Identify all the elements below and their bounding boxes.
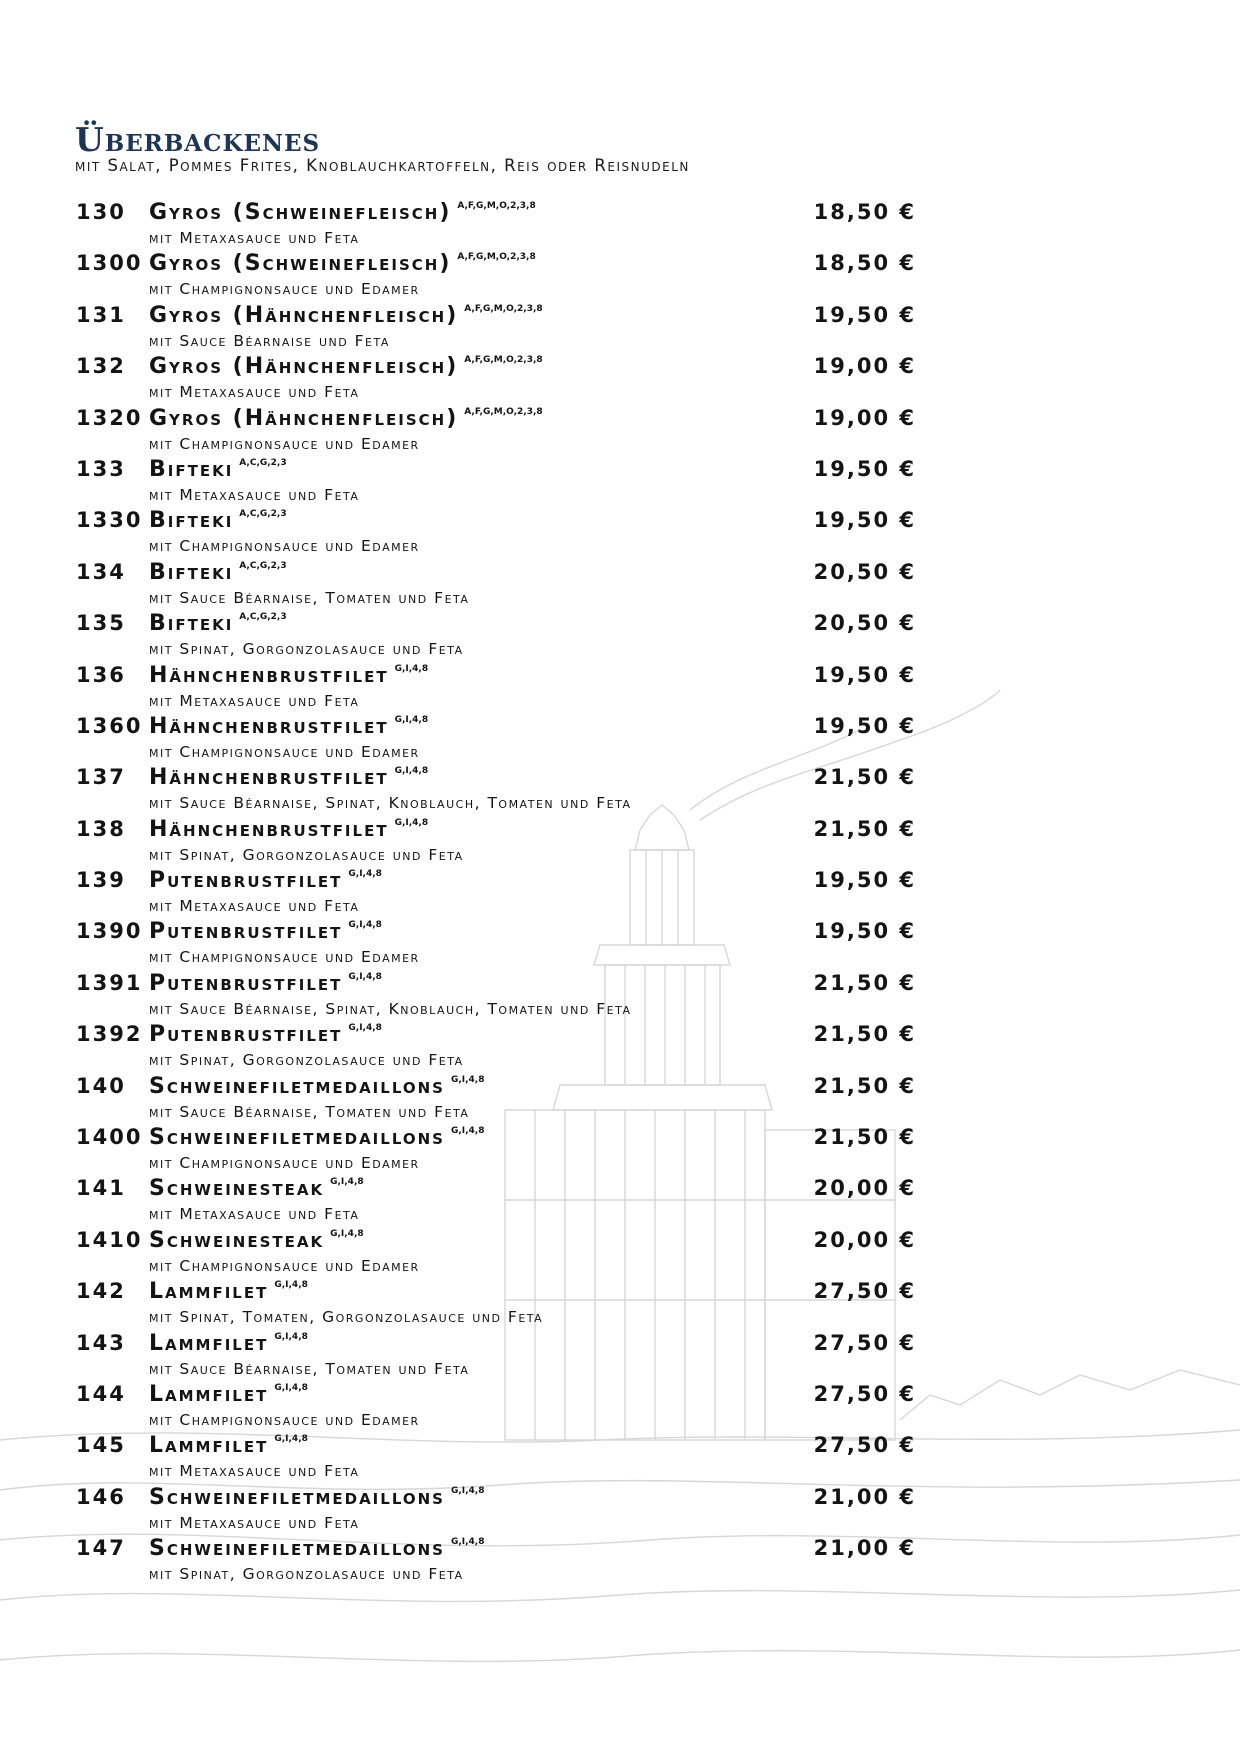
item-name-text: Lammfilet — [149, 1381, 269, 1407]
item-name — [149, 611, 287, 636]
item-name-text: Schweinefiletmedaillons — [149, 1125, 445, 1151]
item-number: 1300 — [76, 251, 143, 276]
item-allergens: G,I,4,8 — [450, 1485, 485, 1496]
item-allergens: A,F,G,M,O,2,3,8 — [464, 355, 543, 366]
menu-item — [76, 1381, 916, 1432]
item-name-text: Putenbrustfilet — [149, 1022, 343, 1048]
item-allergens: G,I,4,8 — [394, 663, 429, 674]
item-allergens: G,I,4,8 — [274, 1434, 308, 1445]
item-description: mit Spinat, Gorgonzolasauce und Feta — [149, 640, 464, 659]
item-price: 19,50 € — [813, 456, 916, 481]
item-price: 21,50 € — [813, 765, 916, 790]
item-allergens: G,I,4,8 — [450, 1126, 485, 1137]
menu-item — [76, 1484, 916, 1535]
menu-item — [76, 250, 916, 301]
item-allergens: A,F,G,M,O,2,3,8 — [457, 252, 536, 263]
item-allergens: G,I,4,8 — [330, 1177, 364, 1188]
item-number: 130 — [76, 200, 126, 224]
item-price: 21,00 € — [813, 1536, 916, 1561]
item-price: 19,50 € — [813, 868, 916, 893]
item-name — [149, 868, 382, 893]
menu-item — [76, 199, 916, 250]
item-description: mit Sauce Béarnaise, Tomaten und Feta — [149, 588, 470, 607]
item-price: 20,00 € — [813, 1227, 916, 1252]
item-name — [149, 765, 428, 790]
item-name-text: Hähnchenbrustfilet — [149, 816, 389, 842]
item-description: mit Sauce Béarnaise, Spinat, Knoblauch, Tomaten und Feta — [149, 999, 632, 1018]
item-number: 1392 — [76, 1022, 143, 1047]
item-description: mit Metaxasauce und Feta — [149, 229, 360, 247]
item-name-text: Hähnchenbrustfilet — [149, 765, 389, 791]
item-name-text: Schweinesteak — [149, 1176, 325, 1202]
item-number: 1391 — [76, 970, 143, 995]
item-allergens: G,I,4,8 — [394, 766, 429, 777]
menu-item — [76, 713, 916, 764]
item-description: mit Metaxasauce und Feta — [149, 1513, 360, 1532]
item-name-text: Lammfilet — [149, 1433, 269, 1459]
item-name — [149, 1228, 364, 1253]
item-name — [149, 1176, 364, 1201]
item-price: 27,50 € — [813, 1279, 916, 1304]
item-allergens: A,F,G,M,O,2,3,8 — [464, 406, 543, 417]
menu-item — [76, 302, 916, 353]
menu-item — [76, 816, 916, 867]
menu-item — [76, 1073, 916, 1124]
item-allergens: G,I,4,8 — [348, 920, 382, 931]
item-description: mit Sauce Béarnaise und Feta — [149, 331, 390, 350]
item-price: 27,50 € — [813, 1381, 916, 1406]
item-allergens: G,I,4,8 — [274, 1382, 308, 1393]
item-name-text: Lammfilet — [149, 1330, 269, 1356]
item-price: 21,00 € — [813, 1484, 916, 1509]
item-number: 141 — [76, 1176, 126, 1201]
item-name-text: Gyros (Hähnchenfleisch) — [149, 354, 459, 380]
item-description: mit Champignonsauce und Edamer — [149, 1410, 420, 1429]
item-name-text: Gyros (Hähnchenfleisch) — [149, 405, 459, 431]
item-price: 19,50 € — [813, 713, 916, 738]
item-number: 1360 — [76, 713, 143, 738]
item-number: 1410 — [76, 1227, 143, 1252]
item-description: mit Spinat, Gorgonzolasauce und Feta — [149, 845, 464, 864]
item-allergens: G,I,4,8 — [330, 1228, 364, 1239]
item-name-text: Gyros (Hähnchenfleisch) — [149, 302, 459, 328]
item-allergens: A,F,G,M,O,2,3,8 — [464, 303, 543, 314]
section-subtitle: mit Salat, Pommes Frites, Knoblauchkartoffeln, Reis oder Reisnudeln — [75, 156, 690, 175]
item-description: mit Spinat, Gorgonzolasauce und Feta — [149, 1565, 464, 1584]
item-allergens: G,I,4,8 — [274, 1280, 308, 1291]
item-allergens: G,I,4,8 — [394, 817, 429, 828]
item-allergens: G,I,4,8 — [450, 1537, 485, 1548]
item-name — [149, 1536, 484, 1561]
item-allergens: A,C,G,2,3 — [239, 560, 287, 571]
item-price: 21,50 € — [813, 816, 916, 841]
item-number: 138 — [76, 816, 126, 841]
item-description: mit Spinat, Gorgonzolasauce und Feta — [149, 1051, 464, 1070]
menu-item — [76, 918, 916, 969]
item-allergens: G,I,4,8 — [450, 1074, 485, 1085]
menu-item — [76, 867, 916, 918]
item-number: 147 — [76, 1536, 126, 1561]
menu-item — [76, 1021, 916, 1072]
item-price: 21,50 € — [813, 1022, 916, 1047]
item-name-text: Schweinesteak — [149, 1227, 325, 1253]
item-price: 19,50 € — [813, 919, 916, 944]
item-name — [149, 1125, 484, 1150]
menu-item — [76, 1535, 916, 1586]
menu-item — [76, 507, 916, 558]
item-price: 27,50 € — [813, 1330, 916, 1355]
item-name — [149, 251, 536, 276]
item-number: 146 — [76, 1484, 126, 1509]
item-name — [149, 1433, 308, 1458]
item-name — [149, 354, 543, 379]
item-description: mit Champignonsauce und Edamer — [149, 280, 420, 299]
menu-item — [76, 1227, 916, 1278]
item-name — [149, 817, 428, 842]
item-number: 1400 — [76, 1125, 143, 1150]
item-price: 19,50 € — [813, 508, 916, 533]
item-description: mit Metaxasauce und Feta — [149, 1205, 360, 1224]
menu-item — [76, 1330, 916, 1381]
item-allergens: A,C,G,2,3 — [239, 509, 287, 520]
item-allergens: G,I,4,8 — [394, 714, 429, 725]
item-price: 20,00 € — [813, 1176, 916, 1201]
item-allergens: G,I,4,8 — [348, 869, 382, 880]
item-description: mit Champignonsauce und Edamer — [149, 537, 420, 556]
menu-item — [76, 662, 916, 713]
item-price: 19,50 € — [813, 302, 916, 327]
item-name-text: Bifteki — [149, 508, 234, 534]
item-number: 134 — [76, 559, 126, 584]
item-description: mit Champignonsauce und Edamer — [149, 1256, 420, 1275]
item-number: 139 — [76, 868, 126, 893]
item-name-text: Bifteki — [149, 456, 234, 482]
item-name-text: Schweinefiletmedaillons — [149, 1073, 445, 1099]
item-number: 1330 — [76, 508, 143, 533]
item-name — [149, 971, 382, 996]
item-description: mit Metaxasauce und Feta — [149, 897, 360, 916]
item-number: 144 — [76, 1381, 126, 1406]
item-allergens: G,I,4,8 — [348, 1023, 382, 1034]
menu-item — [76, 764, 916, 815]
item-name-text: Bifteki — [149, 611, 234, 637]
menu-item — [76, 353, 916, 404]
item-price: 20,50 € — [813, 611, 916, 636]
item-number: 136 — [76, 662, 126, 687]
item-name — [149, 560, 287, 585]
item-number: 132 — [76, 354, 126, 379]
item-number: 133 — [76, 456, 126, 481]
item-price: 19,00 € — [813, 354, 916, 379]
section-title: Überbackenes — [75, 120, 321, 159]
menu-item — [76, 405, 916, 456]
item-allergens: G,I,4,8 — [348, 971, 382, 982]
item-price: 21,50 € — [813, 970, 916, 995]
item-allergens: A,C,G,2,3 — [239, 612, 287, 623]
item-description: mit Metaxasauce und Feta — [149, 691, 360, 710]
item-name — [149, 663, 428, 688]
item-number: 135 — [76, 611, 126, 636]
item-description: mit Metaxasauce und Feta — [149, 383, 360, 402]
menu-item — [76, 456, 916, 507]
item-number: 140 — [76, 1073, 126, 1098]
menu-item — [76, 1175, 916, 1226]
item-price: 19,00 € — [813, 405, 916, 430]
item-price: 21,50 € — [813, 1073, 916, 1098]
item-name — [149, 1331, 308, 1356]
item-name-text: Bifteki — [149, 559, 234, 585]
item-name — [149, 200, 536, 225]
item-number: 143 — [76, 1330, 126, 1355]
item-price: 21,50 € — [813, 1125, 916, 1150]
item-price: 19,50 € — [813, 662, 916, 687]
item-description: mit Metaxasauce und Feta — [149, 485, 360, 504]
item-description: mit Sauce Béarnaise, Tomaten und Feta — [149, 1359, 470, 1378]
item-allergens: A,C,G,2,3 — [239, 457, 287, 468]
item-name-text: Hähnchenbrustfilet — [149, 662, 389, 688]
item-description: mit Champignonsauce und Edamer — [149, 1154, 420, 1173]
menu-item — [76, 559, 916, 610]
item-price: 18,50 € — [813, 200, 916, 224]
item-number: 1320 — [76, 405, 143, 430]
item-name-text: Putenbrustfilet — [149, 970, 343, 996]
item-name — [149, 1022, 382, 1047]
item-number: 137 — [76, 765, 126, 790]
item-price: 18,50 € — [813, 251, 916, 276]
item-description: mit Sauce Béarnaise, Tomaten und Feta — [149, 1102, 470, 1121]
item-description: mit Spinat, Tomaten, Gorgonzolasauce und Feta — [149, 1308, 544, 1327]
item-name — [149, 406, 543, 431]
item-name-text: Hähnchenbrustfilet — [149, 713, 389, 739]
item-name — [149, 457, 287, 482]
menu-item — [76, 1432, 916, 1483]
item-description: mit Champignonsauce und Edamer — [149, 742, 420, 761]
item-name — [149, 508, 287, 533]
item-name-text: Lammfilet — [149, 1279, 269, 1305]
item-price: 27,50 € — [813, 1433, 916, 1458]
menu-list — [76, 199, 916, 1587]
item-price: 20,50 € — [813, 559, 916, 584]
menu-item — [76, 610, 916, 661]
item-name — [149, 714, 428, 739]
item-name-text: Schweinefiletmedaillons — [149, 1484, 445, 1510]
item-name — [149, 303, 543, 328]
item-number: 145 — [76, 1433, 126, 1458]
item-name — [149, 1279, 308, 1304]
item-number: 142 — [76, 1279, 126, 1304]
item-name — [149, 1485, 484, 1510]
item-name — [149, 1382, 308, 1407]
item-description: mit Champignonsauce und Edamer — [149, 948, 420, 967]
item-description: mit Champignonsauce und Edamer — [149, 434, 420, 453]
item-allergens: G,I,4,8 — [274, 1331, 308, 1342]
item-description: mit Sauce Béarnaise, Spinat, Knoblauch, Tomaten und Feta — [149, 794, 632, 813]
item-name-text: Putenbrustfilet — [149, 919, 343, 945]
menu-item — [76, 970, 916, 1021]
item-name-text: Gyros (Schweinefleisch) — [149, 251, 452, 277]
item-name-text: Schweinefiletmedaillons — [149, 1536, 445, 1562]
menu-item — [76, 1278, 916, 1329]
item-number: 131 — [76, 302, 126, 327]
item-number: 1390 — [76, 919, 143, 944]
item-name — [149, 1074, 484, 1099]
item-description: mit Metaxasauce und Feta — [149, 1462, 360, 1481]
item-allergens: A,F,G,M,O,2,3,8 — [457, 201, 536, 211]
item-name-text: Gyros (Schweinefleisch) — [149, 200, 452, 225]
item-name-text: Putenbrustfilet — [149, 868, 343, 894]
menu-item — [76, 1124, 916, 1175]
item-name — [149, 919, 382, 944]
